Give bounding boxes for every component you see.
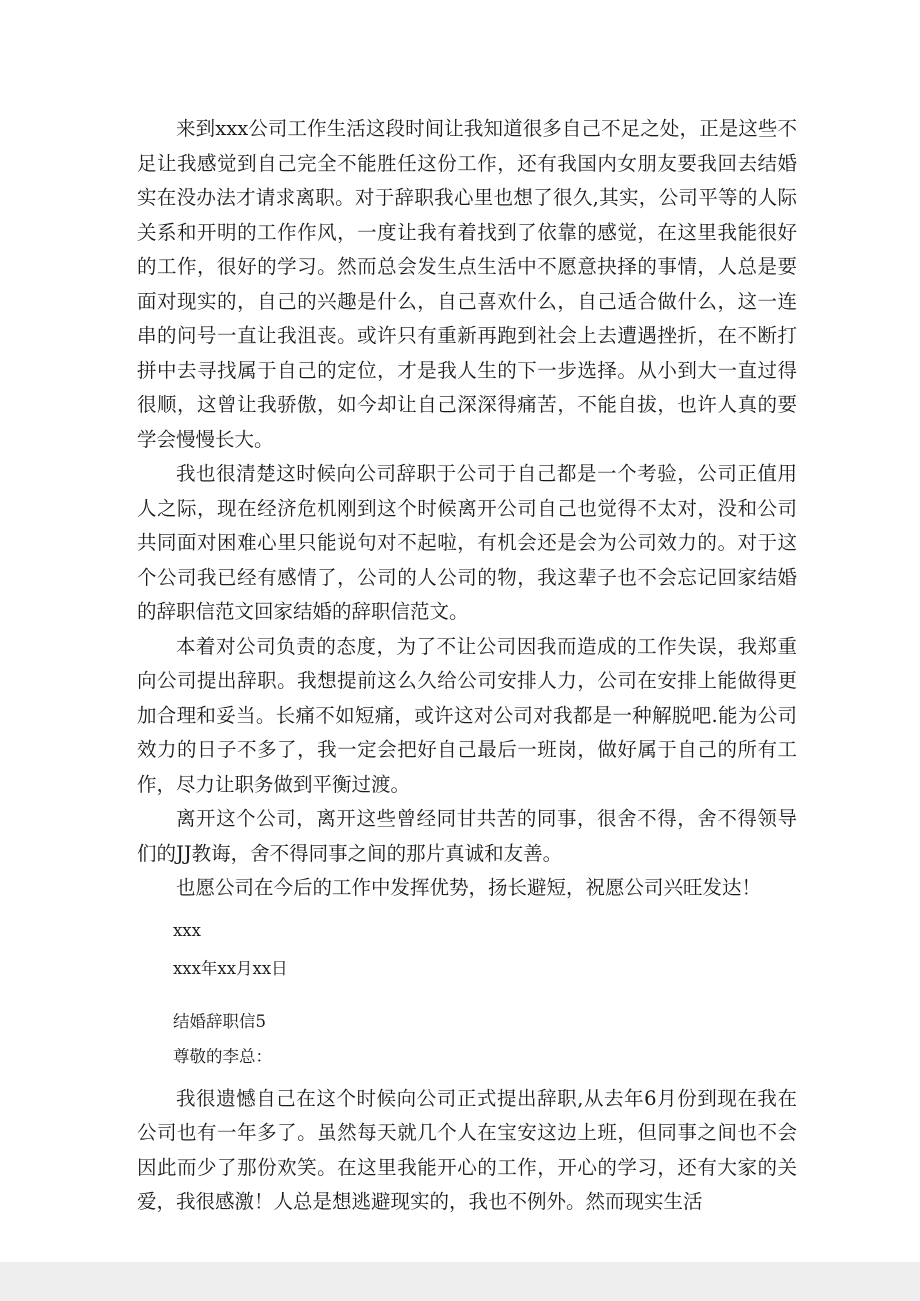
page-footer-bar — [0, 1262, 920, 1301]
paragraph-1: 来到xxx公司工作生活这段时间让我知道很多自己不足之处，正是这些不足让我感觉到自己完全不能胜任这份工作，还有我国内女朋友要我回去结婚实在没办法才请求离职。对于辞职我心里也想了很久,其实，公司平等的人际关系和开明的工作作风，一度让我有着找到了依靠的感觉，在这里我能很好的工作，很好的学习。然而总会发生点生活中不愿意抉择的事情，人总是要面对现实的，自己的兴趣是什么，自己喜欢什么，自己适合做什么，这一连串的问号一直让我沮丧。或许只有重新再跑到社会上去遭遇挫折，在不断打拼中去寻找属于自己的定位，才是我人生的下一步选择。从小到大一直过得很顺，这曾让我骄傲，如今却让自己深深得痛苦，不能自拔，也许人真的要学会慢慢长大。 — [137, 117, 797, 451]
letter-body: 我很遗憾自己在这个时候向公司正式提出辞职,从去年6月份到现在我在公司也有一年多了。虽然每天就几个人在宝安这边上班，但同事之间也不会因此而少了那份欢笑。在这里我能开心的工作，开心的学习，还有大家的关爱，我很感激！人总是想逃避现实的，我也不例外。然而现实生活 — [137, 1086, 797, 1213]
paragraph-2: 我也很清楚这时候向公司辞职于公司于自己都是一个考验，公司正值用人之际，现在经济危机刚到这个时候离开公司自己也觉得不太对，没和公司共同面对困难心里只能说句对不起啦，有机会还是会为公司效力的。对于这个公司我已经有感情了，公司的人公司的物，我这辈子也不会忘记回家结婚的辞职信范文回家结婚的辞职信范文。 — [137, 462, 797, 623]
paragraph-4: 离开这个公司，离开这些曾经同甘共苦的同事，很舍不得，舍不得领导们的JJ教诲，舍不得同事之间的那片真诚和友善。 — [137, 807, 797, 865]
letter-heading: 结婚辞职信5 — [173, 1011, 266, 1031]
letter-salutation: 尊敬的李总： — [173, 1046, 272, 1066]
paragraph-5: 也愿公司在今后的工作中发挥优势，扬长避短，祝愿公司兴旺发达！ — [176, 876, 762, 899]
paragraph-3: 本着对公司负责的态度，为了不让公司因我而造成的工作失误，我郑重向公司提出辞职。我想提前这么久给公司安排人力，公司在安排上能做得更加合理和妥当。长痛不如短痛，或许这对公司对我都是一种解脱吧.能为公司效力的日子不多了，我一定会把好自己最后一班岗，做好属于自己的所有工作，尽力让职务做到平衡过渡。 — [137, 634, 797, 796]
signature-date: xxx年xx月xx日 — [173, 958, 288, 978]
document-page — [137, 112, 797, 1220]
signature-name: xxx — [173, 920, 201, 940]
